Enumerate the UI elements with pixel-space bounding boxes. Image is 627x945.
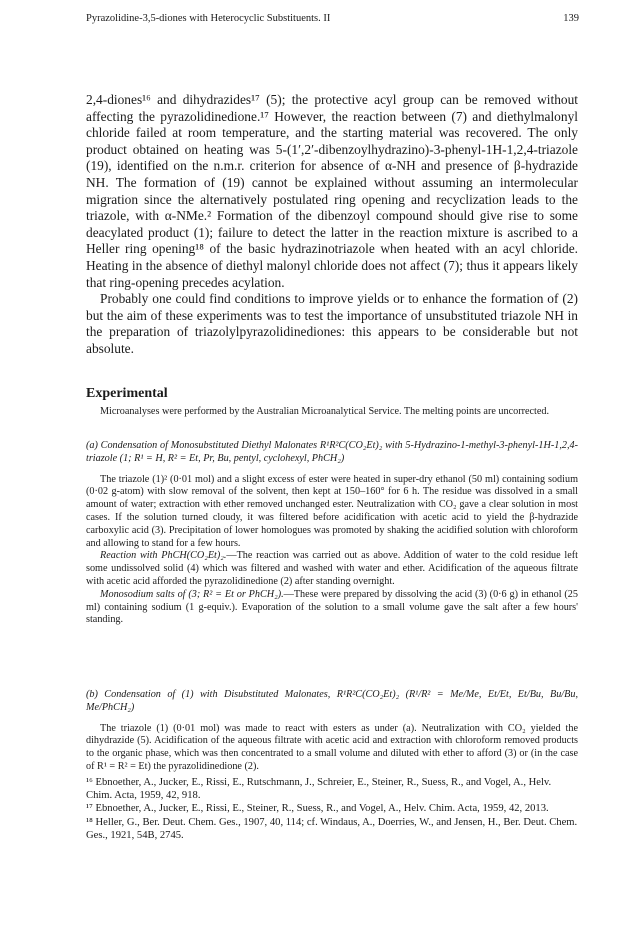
- footnote-references: [86, 777, 578, 844]
- reference-18: ¹⁸ Heller, G., Ber. Deut. Chem. Ges., 1907, 40, 114; cf. Windaus, A., Doerries, W., and Jensen, H., Ber. Deut. Chem. Ges., 1921, 54B, 2745.: [86, 817, 578, 841]
- section-b-title: [86, 689, 578, 715]
- body-text: [86, 92, 578, 358]
- page-number: 139: [563, 13, 579, 24]
- section-a-title-text: (a) Condensation of Monosubstituted Diethyl Malonates R¹R²C(CO₂Et)₂ with 5-Hydrazino-1-methyl-3-phenyl-1H-1,2,4-triazole (1; R¹ = H, R² = Et, Pr, Bu, pentyl, cyclohexyl, PhCH₂): [86, 440, 578, 464]
- body-paragraph-1: 2,4-diones¹⁶ and dihydrazides¹⁷ (5); the protective acyl group can be removed without affecting the pyrazolidinedione.¹⁷ However, the reaction between (7) and diethylmalonyl chloride failed at room temperature, and the starting material was recovered. The only product obtained on heating was 5-(1′,2′-dibenzoylhydrazino)-3-phenyl-1H-1,2,4-triazole (19), identified on the n.m.r. criterion for absence of α-NH and presence of β-hydrazide NH. The formation of (19) cannot be explained without assuming an intermolecular migration since the alternatively postulated ring opening and recyclization leads to the triazole, with α-NMe.² Formation of the dibenzoyl compound should give rise to some deacylated product (1); failure to detect the latter in the reaction mixture is ascribed to a Heller ring opening¹⁸ of the basic hydrazinotriazole when heated with an acyl chloride. Heating in the absence of diethyl malonyl chloride does not affect (7); thus it appears likely that ring-opening precedes acylation.: [86, 92, 578, 290]
- section-a-title: [86, 440, 578, 466]
- experimental-intro-text: Microanalyses were performed by the Australian Microanalytical Service. The melting points are uncorrected.: [100, 406, 550, 417]
- section-a-paragraph-3-text: —These were prepared by dissolving the acid (3) (0·6 g) in ethanol (25 ml) containing sodium (1 g-equiv.). Evaporation of the solution to a small volume gave the salt after a few hours' standing.: [86, 588, 578, 626]
- section-a-paragraph-2: [86, 550, 578, 588]
- running-title: Pyrazolidine-3,5-diones with Heterocyclic Substituents. II: [86, 13, 331, 24]
- section-a-paragraph-2-text: —The reaction was carried out as above. Addition of water to the cold residue left some undissolved solid (4) which was filtered and washed with water and ether. Acidification of the aqueous filtrate with acetic acid afforded the pyrazolidinedione (2) after standing overnight.: [86, 550, 578, 587]
- section-a-paragraph-2-lead: Reaction with PhCH(CO₂Et)₂.: [100, 550, 227, 562]
- experimental-intro: [86, 406, 578, 419]
- section-b-paragraph-1: The triazole (1) (0·01 mol) was made to react with esters as under (a). Neutralization with CO₂ yielded the dihydrazide (5). Acidification of the aqueous filtrate with acetic acid and extraction with chloroform removed products to the organic phase, which was then concentrated to a small volume and diluted with ether to afford (3) or (in the case of R¹ = R² = Et) the pyrazolidinedione (2).: [86, 722, 578, 772]
- section-a-paragraph-3-lead: Monosodium salts of (3; R² = Et or PhCH₂).: [100, 588, 284, 600]
- reference-16: ¹⁶ Ebnoether, A., Jucker, E., Rissi, E., Rutschmann, J., Schreier, E., Steiner, R., Suess, R., and Vogel, A., Helv. Chim. Acta, 1959, 42, 918.: [86, 777, 552, 801]
- section-heading-experimental: Experimental: [86, 386, 168, 401]
- experimental-section-b: [86, 689, 578, 774]
- running-head: [86, 13, 579, 24]
- reference-17: ¹⁷ Ebnoether, A., Jucker, E., Rissi, E., Steiner, R., Suess, R., and Vogel, A., Helv. Chim. Acta, 1959, 42, 2013.: [86, 803, 549, 815]
- experimental-section-a: [86, 440, 578, 627]
- section-a-paragraph-3: [86, 589, 578, 627]
- body-paragraph-2: Probably one could find conditions to improve yields or to enhance the formation of (2) but the aim of these experiments was to test the importance of unsubstituted triazole NH in the preparation of triazolylpyrazolidinediones: this appears to be considerable but not absolute.: [86, 291, 578, 356]
- section-a-paragraph-1: The triazole (1)² (0·01 mol) and a slight excess of ester were heated in super-dry ethanol (50 ml) containing sodium (0·02 g-atom) with slow removal of the solvent, then kept at 150–160° for 6 h. The residue was dissolved in a small amount of water; extraction with ether removed unchanged ester. Neutralization with CO₂ gave a clear solution in most cases. If the solution turned cloudy, it was filtered before acidification with acetic acid to yield the β-hydrazide carboxylic acid (3). Precipitation of lower homologues was promoted by shaking the acidified solution with chloroform and allowing to stand for a few hours.: [86, 473, 578, 549]
- section-b-title-text: (b) Condensation of (1) with Disubstituted Malonates, R¹R²C(CO₂Et)₂ (R¹/R² = Me/Me, Et/Et, Et/Bu, Bu/Bu, Me/PhCH₂): [86, 689, 578, 713]
